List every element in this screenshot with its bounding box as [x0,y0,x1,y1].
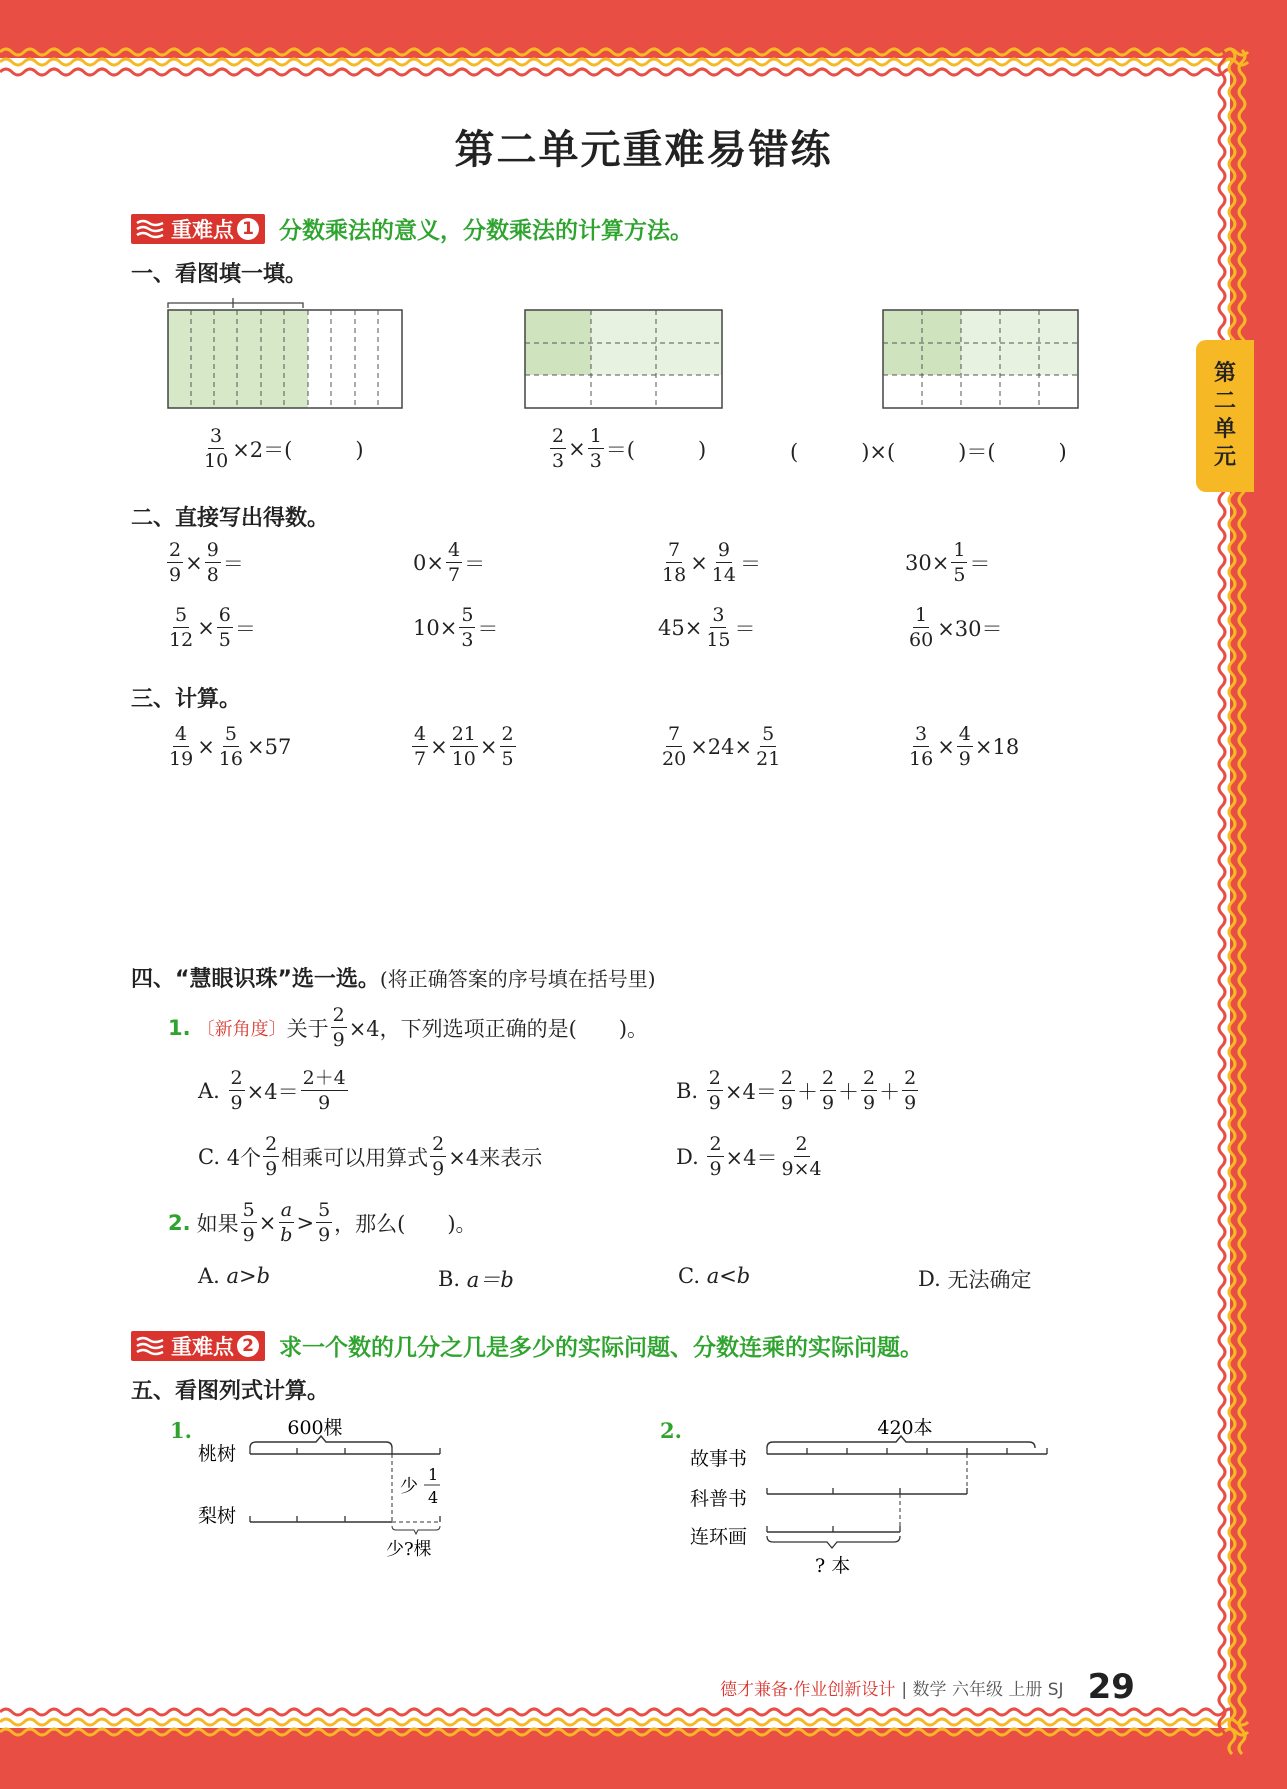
line-diagram-2 [655,1410,1075,1580]
row-label: 故事书 [690,1448,748,1470]
row-label: 桃树 [198,1443,237,1465]
key-point-number: 1 [237,218,259,240]
fraction-strip-figure-1 [150,290,410,420]
key-point-number: 2 [237,1335,259,1357]
fraction: $\frac{3}{10}$ [204,425,229,472]
svg-text:少?棵: 少?棵 [386,1539,432,1560]
total-label: 600棵 [287,1417,343,1439]
svg-text:少: 少 [400,1476,418,1497]
line-diagram-1 [160,1410,480,1560]
key-point-1 [131,212,693,245]
section-3-heading: 三、计算。 [131,687,242,712]
calc-2: 4 7 × 21 10 × 2 5 [414,723,514,770]
calc-1: 4 19 × $\frac{5}{16}$ ×57 [169,723,292,770]
diagram-number: 2. [660,1418,682,1443]
svg-text:? 本: ? 本 [815,1555,851,1577]
mental-math-item: 30× $\frac{1}{5}$ ＝ [905,539,991,586]
mental-math-item: $\frac{2}{9}$ × $\frac{9}{8}$ ＝ [169,539,244,586]
row-label: 梨树 [198,1505,237,1527]
mental-math-item: $\frac{1}{60}$ ×30＝ [909,604,1003,651]
option-2d[interactable]: D. 无法确定 [918,1267,1032,1292]
option-2b[interactable]: B. a＝b [438,1267,514,1292]
key-point-badge [131,1331,265,1361]
section-1-heading: 一、看图填一填。 [131,262,308,287]
calc-3: $\frac{7}{20}$ ×24× $\frac{5}{21}$ [662,723,781,770]
option-1a[interactable]: A. $\frac{2}{9}$ ×4＝ 2＋4 9 [198,1067,346,1114]
svg-text:4: 4 [428,1488,439,1507]
key-point-text: 求一个数的几分之几是多少的实际问题、分数连乘的实际问题。 [279,1335,923,1361]
page-number: 29 [1087,1667,1135,1707]
option-1b[interactable]: B. $\frac{2}{9}$ ×4＝ 2 9 ＋ 2 9 ＋ 2 9 ＋ 2 9 [676,1067,917,1114]
diagram-number: 1. [170,1418,192,1443]
fill-blank-3: ( )×( )＝( ) [790,440,1067,464]
waves-icon [135,218,165,240]
row-label: 科普书 [690,1488,748,1510]
svg-text:1: 1 [428,1465,439,1484]
page-title: 第二单元重难易错练 [454,127,833,173]
option-1d[interactable]: D. $\frac{2}{9}$ ×4＝ 2 9×4 [676,1133,822,1180]
mental-math-item: $\frac{5}{12}$ × $\frac{6}{5}$ ＝ [169,604,256,651]
choice-question-1: 1. 〔新角度〕 关于 $\frac{2}{9}$ ×4，下列选项正确的是( )。 [168,1004,649,1051]
option-1c[interactable]: C. 4个 2 9 相乘可以用算式 $\frac{2}{9}$ ×4来表示 [198,1133,543,1180]
fill-blank-1: $\frac{3}{10}$ ×2＝( ) [204,425,364,472]
page-footer [720,1667,1135,1707]
mental-math-item: 0× $\frac{4}{7}$ ＝ [413,539,486,586]
section-4-heading: 四、“慧眼识珠”选一选。(将正确答案的序号填在括号里) [131,967,656,992]
row-label: 连环画 [690,1526,748,1548]
footer-brand: 德才兼备·作业创新设计 [720,1679,896,1700]
waves-icon [135,1335,165,1357]
mental-math-item: 45× $\frac{3}{15}$ ＝ [658,604,756,651]
unit-tab-label: 第 二 单 元 [1213,361,1236,470]
unit-side-tab [1196,340,1254,492]
key-point-2 [131,1329,923,1362]
key-point-text: 分数乘法的意义，分数乘法的计算方法。 [279,218,693,244]
key-point-label: 重难点 [171,217,234,242]
key-point-badge [131,214,265,244]
fill-blank-2: 2 3 × 1 3 ＝( ) [552,425,707,472]
footer-info: | 数学 六年级 上册 SJ [901,1679,1064,1700]
section-5-heading: 五、看图列式计算。 [131,1379,330,1404]
option-2a[interactable]: A. a>b [198,1264,271,1288]
fraction-grid-figure-2 [520,300,730,415]
option-2c[interactable]: C. a<b [678,1264,751,1288]
mental-math-item: $\frac{7}{18}$ × $\frac{9}{14}$ ＝ [662,539,761,586]
mental-math-item: 10× $\frac{5}{3}$ ＝ [413,604,499,651]
key-point-label: 重难点 [171,1334,234,1359]
total-label: 420本 [877,1417,933,1439]
choice-question-2: 2. 如果 5 9 × a b > 5 9 ，那么( )。 [168,1199,477,1246]
section-2-heading: 二、直接写出得数。 [131,506,330,531]
fraction-grid-figure-3 [878,300,1083,415]
calc-4: 3 16 × $\frac{4}{9}$ ×18 [909,723,1020,770]
